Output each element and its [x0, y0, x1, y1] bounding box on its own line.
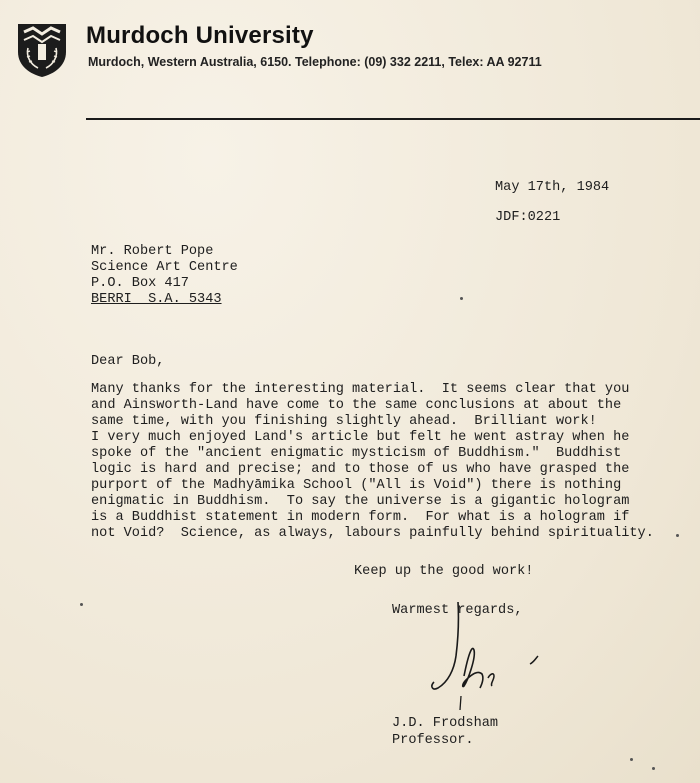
body-line: I very much enjoyed Land's article but felt he went astray when he [91, 430, 630, 445]
body-line: is a Buddhist statement in modern form. For what is a hologram if [91, 510, 630, 525]
body-line: purport of the Madhyāmika School ("All is Void") there is nothing [91, 478, 622, 493]
body-line: and Ainsworth-Land have come to the same conclusions at about the [91, 398, 622, 413]
body-line: logic is hard and precise; and to those of us who have grasped the [91, 462, 630, 477]
paper-speck [652, 767, 655, 770]
paper-speck [630, 758, 633, 761]
body-line: spoke of the "ancient enigmatic mysticism of Buddhism." Buddhist [91, 446, 622, 461]
recipient-city-postcode: BERRI S.A. 5343 [91, 292, 222, 307]
letterhead-divider [86, 118, 700, 120]
signatory-name: J.D. Frodsham [392, 716, 499, 731]
recipient-name: Mr. Robert Pope [91, 244, 214, 259]
letter-date: May 17th, 1984 [495, 180, 610, 195]
recipient-organization: Science Art Centre [91, 260, 238, 275]
reference-code: JDF:0221 [495, 210, 561, 225]
signatory-title: Professor. [392, 733, 474, 748]
university-crest-logo [16, 22, 68, 78]
recipient-po-box: P.O. Box 417 [91, 276, 189, 291]
institution-address: Murdoch, Western Australia, 6150. Telephone: (09) 332 2211, Telex: AA 92711 [88, 55, 542, 69]
paper-speck [80, 603, 83, 606]
paper-speck [676, 534, 679, 537]
salutation: Dear Bob, [91, 354, 165, 369]
body-line: Many thanks for the interesting material. It seems clear that you [91, 382, 630, 397]
body-line: same time, with you finishing slightly ahead. Brilliant work! [91, 414, 597, 429]
closing-encouragement: Keep up the good work! [354, 564, 534, 579]
paper-speck [460, 297, 463, 300]
handwritten-signature [418, 600, 558, 710]
body-line: enigmatic in Buddhism. To say the universe is a gigantic hologram [91, 494, 630, 509]
institution-name: Murdoch University [86, 22, 314, 49]
body-line: not Void? Science, as always, labours painfully behind spirituality. [91, 526, 654, 541]
sign-off: Warmest regards, [392, 603, 523, 618]
